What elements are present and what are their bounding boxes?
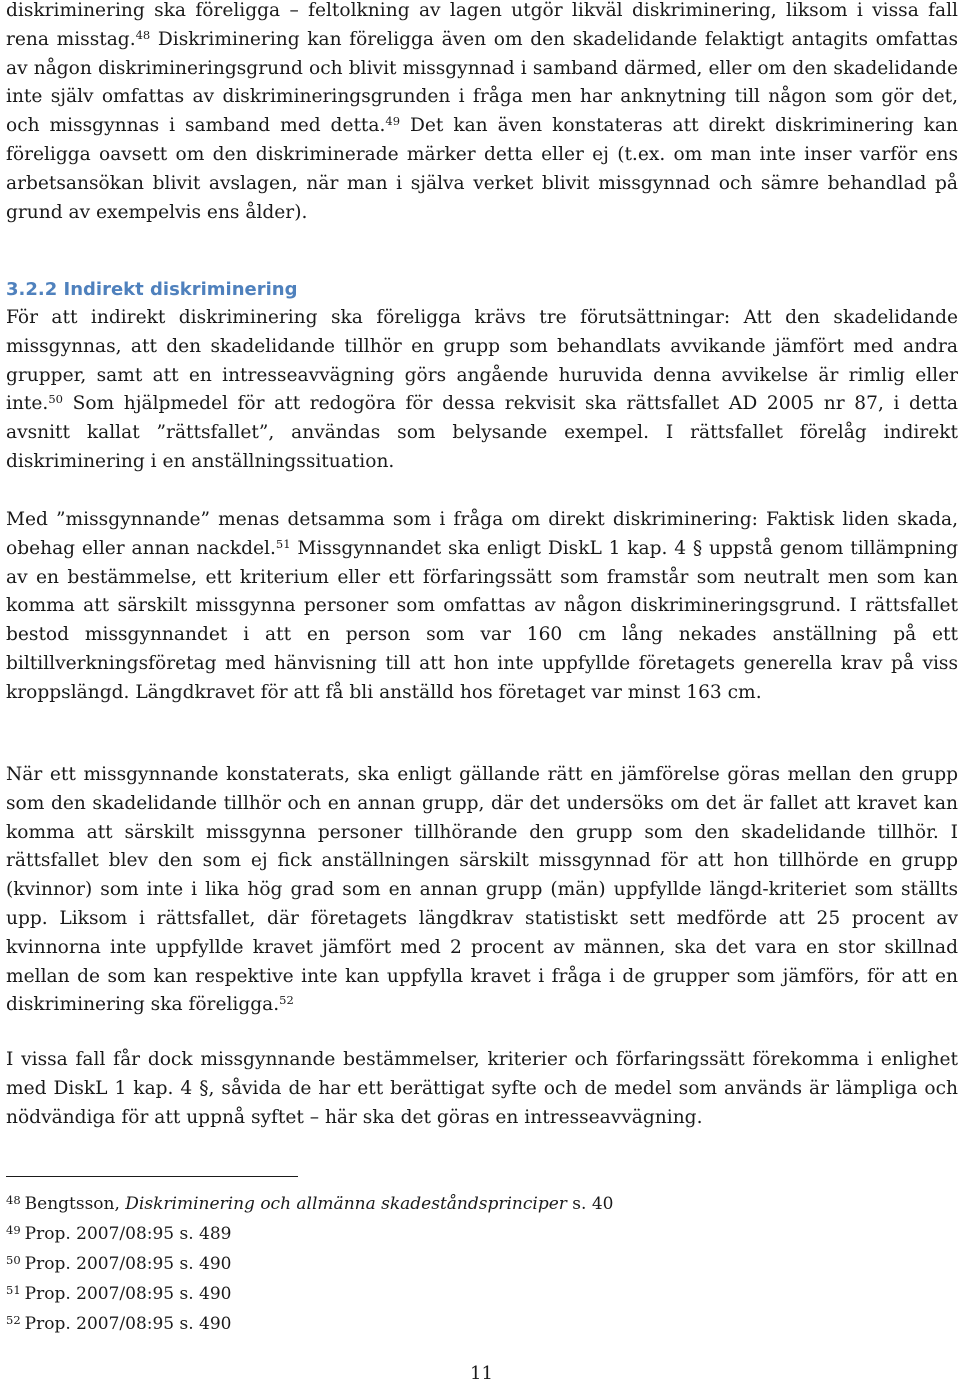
footnote [6, 1277, 706, 1307]
footnote-text: Prop. 2007/08:95 s. 490 [24, 1284, 232, 1304]
footnote-ref[interactable]: 48 [135, 27, 151, 42]
paragraph-text: Missgynnandet ska enligt DiskL 1 kap. 4 § uppstå genom tillämpning av en bestämmelse, ett kriterium eller ett förfaringssätt som framstår som neutralt men som kan komma att särskilt missgynna personer som omfattas av någon diskrimineringsgrund. I rättsfallet bestod missgynnandet i att en person som var 160 cm lång nekades anställning på ett biltillverkningsföretag med hänvisning till att hon inte uppfyllde företagets generella krav på viss kroppslängd. Längdkravet för att få bli anställd hos företaget var minst 163 cm. [6, 537, 958, 703]
footnote [6, 1217, 706, 1247]
footnote-number: 49 [6, 1223, 21, 1237]
paragraph-text: För att indirekt diskriminering ska föreligga krävs tre förutsättningar: Att den skadelidande missgynnas, att den skadelidande tillhör en grupp som behandlats avvikande jämfört med andra grupper, samt att en intresseavvägning görs angående huruvida denna avvikelse är rimlig eller inte. [6, 307, 958, 415]
paragraph-text: diskriminering ska föreligga – feltolkning av lagen utgör likväl diskriminering, liksom i vissa fall rena misstag. [6, 0, 958, 50]
paragraph-text: Diskriminering kan föreligga även om den skadelidande felaktigt antagits omfattas av någon diskrimineringsgrund och blivit missgynnad i samband därmed, eller om den skadelidande inte själv omfattas av diskrimineringsgrunden i fråga men har anknytning till någon som gör det, och missgynnas i samband med detta. [6, 28, 958, 137]
footnote-separator [6, 1176, 298, 1177]
paragraph-text: Med ”missgynnande” menas detsamma som i fråga om direkt diskriminering: Faktisk liden skada, obehag eller annan nackdel. [6, 509, 958, 559]
footnote-text: Bengtsson, [24, 1194, 126, 1214]
paragraph-text: I vissa fall får dock missgynnande bestämmelser, kriterier och förfaringssätt förekomma i enlighet med DiskL 1 kap. 4 §, såvida de har ett berättigat syfte och de medel som används är lämpliga och nödvändiga för att uppnå syftet – här ska det göras en intresseavvägning. [6, 1049, 958, 1128]
footnote-number: 52 [6, 1313, 21, 1327]
footnote-text: Prop. 2007/08:95 s. 490 [24, 1254, 232, 1274]
footnote-ref[interactable]: 50 [48, 392, 63, 407]
paragraph-text: Som hjälpmedel för att redogöra för dessa rekvisit ska rättsfallet AD 2005 nr 87, i detta avsnitt kallat ”rättsfallet”, användas som belysande exempel. I rättsfallet förelåg indirekt diskriminering i en anställningssituation. [6, 393, 958, 472]
footnote-title: Diskriminering och allmänna skadeståndsprinciper [125, 1194, 567, 1214]
section-heading: 3.2.2 Indirekt diskriminering [6, 279, 298, 300]
footnote-page: s. 40 [566, 1194, 614, 1214]
page-number: 11 [470, 1363, 493, 1384]
paragraph-text: När ett missgynnande konstaterats, ska enligt gällande rätt en jämförelse göras mellan den grupp som den skadelidande tillhör och en annan grupp, där det undersöks om det är fallet att kravet kan komma att särskilt missgynna personer tillhörande den grupp som den skadelidande tillhör. I rättsfallet blev den som ej fick anställningen särskilt missgynnad för att hon tillhörde en grupp (kvinnor) som inte i lika hög grad som en annan grupp (män) uppfyllde längd-kriteriet som ställts upp. Liksom i rättsfallet, där företagets längdkrav statistiskt sett medförde att 25 procent av kvinnorna inte uppfyllde kravet jämfört med 2 procent av männen, ska det vara en stor skillnad mellan de som kan respektive inte kan uppfylla kravet i fråga i de grupper som jämförs, för att en diskriminering ska föreligga. [6, 764, 958, 1016]
footnote-ref[interactable]: 52 [279, 993, 294, 1008]
paragraph-text: Det kan även konstateras att direkt diskriminering kan föreligga oavsett om den diskriminerade märker detta eller ej (t.ex. om man inte inser varför ens arbetsansökan blivit avslagen, när man i själva verket blivit missgynnad och sämre behandlad på grund av exempelvis ens ålder). [6, 115, 958, 223]
paragraph-exception [6, 1046, 958, 1132]
paragraph-indirect-requirements [6, 304, 958, 477]
paragraph-missgynnande [6, 506, 958, 708]
footnote-text: Prop. 2007/08:95 s. 489 [24, 1224, 232, 1244]
footnote-number: 51 [6, 1283, 21, 1297]
footnotes [6, 1187, 706, 1337]
paragraph-comparison [6, 761, 958, 1020]
paragraph-direct-discrimination-continued [6, 0, 958, 227]
footnote-ref[interactable]: 49 [385, 114, 401, 129]
footnote-ref[interactable]: 51 [275, 536, 291, 551]
footnote-text: Prop. 2007/08:95 s. 490 [24, 1314, 232, 1334]
footnote-number: 50 [6, 1253, 21, 1267]
footnote [6, 1247, 706, 1277]
footnote-number: 48 [6, 1193, 21, 1207]
footnote [6, 1187, 706, 1217]
footnote [6, 1307, 706, 1337]
